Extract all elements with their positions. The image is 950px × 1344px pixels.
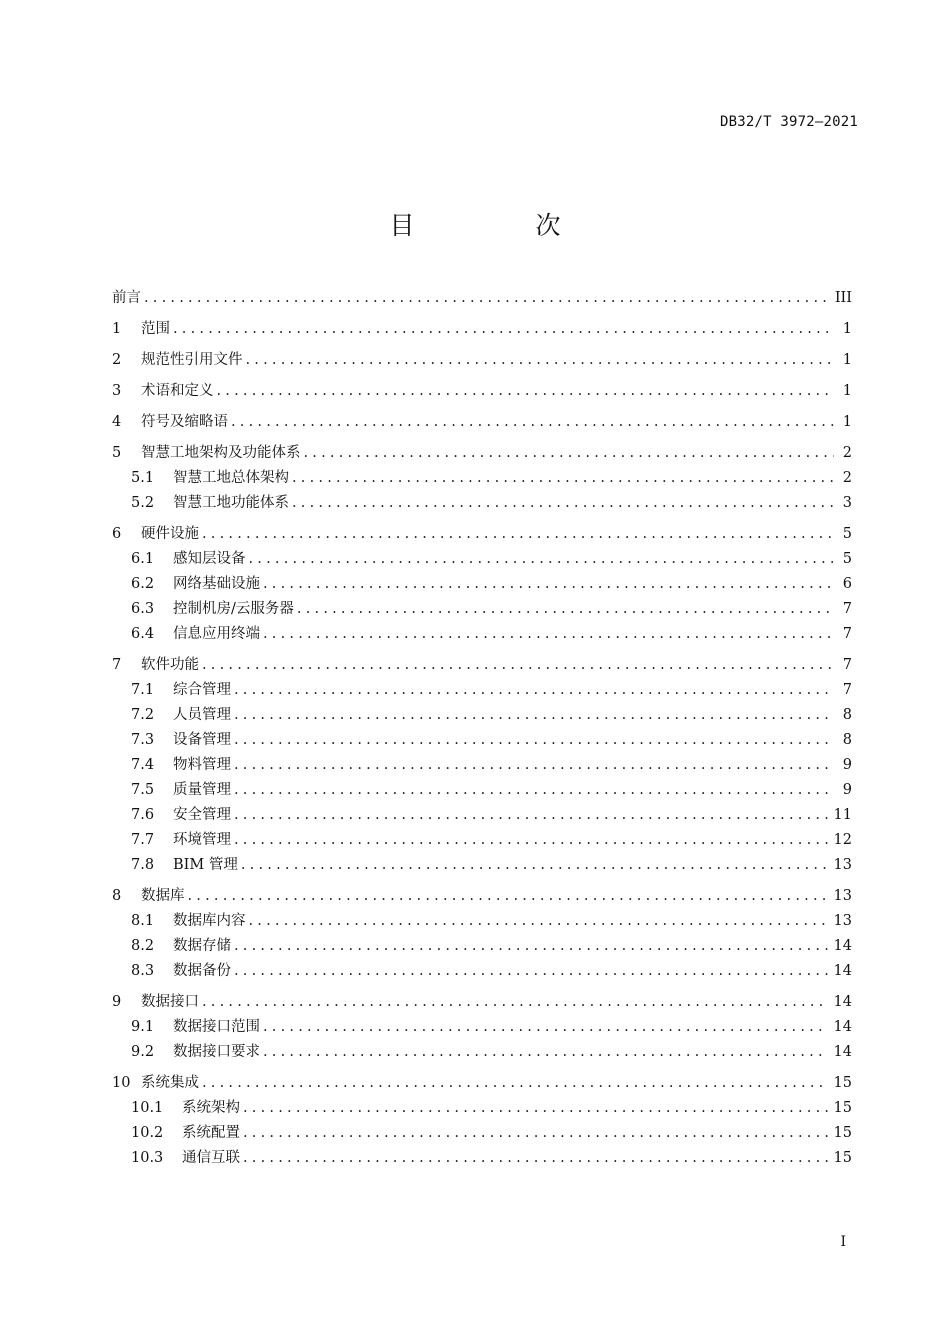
toc-entry-page: 1 bbox=[842, 414, 852, 430]
toc-entry-page: 7 bbox=[842, 601, 852, 617]
toc-entry-section[interactable] bbox=[112, 572, 852, 597]
toc-entry-page: 12 bbox=[833, 832, 852, 848]
toc-entry-label: 综合管理 bbox=[173, 682, 231, 698]
toc-entry-label: BIM 管理 bbox=[173, 857, 238, 873]
dot-leader bbox=[231, 410, 834, 435]
toc-entry-label: 数据库 bbox=[141, 888, 185, 904]
toc-entry-label: 感知层设备 bbox=[173, 551, 246, 567]
toc-entry-label: 通信互联 bbox=[182, 1150, 240, 1166]
toc-entry-page: 1 bbox=[842, 352, 852, 368]
dot-leader bbox=[234, 703, 834, 728]
toc-entry-page: 13 bbox=[833, 888, 852, 904]
toc-entry-section[interactable] bbox=[112, 678, 852, 703]
dot-leader bbox=[173, 317, 834, 342]
toc-entry-page: 15 bbox=[833, 1075, 852, 1091]
toc-entry-number: 10.3 bbox=[131, 1150, 164, 1166]
toc-entry-chapter[interactable] bbox=[112, 522, 852, 547]
dot-leader bbox=[202, 1071, 828, 1096]
toc-entry-chapter[interactable] bbox=[112, 1071, 852, 1096]
toc-entry-page: 5 bbox=[842, 526, 852, 542]
toc-entry-label: 设备管理 bbox=[173, 732, 231, 748]
toc-entry-page: 14 bbox=[833, 1019, 852, 1035]
toc-entry-section[interactable] bbox=[112, 778, 852, 803]
toc-entry-label: 数据存储 bbox=[173, 938, 231, 954]
toc-entry-label: 质量管理 bbox=[173, 782, 231, 798]
toc-entry-number: 10.1 bbox=[131, 1100, 164, 1116]
dot-leader bbox=[202, 653, 834, 678]
toc-entry-chapter[interactable] bbox=[112, 286, 852, 311]
dot-leader bbox=[234, 678, 834, 703]
toc-entry-section[interactable] bbox=[112, 466, 852, 491]
toc-entry-chapter[interactable] bbox=[112, 317, 852, 342]
toc-entry-page: 8 bbox=[842, 732, 852, 748]
dot-leader bbox=[297, 597, 834, 622]
toc-entry-page: 15 bbox=[833, 1100, 852, 1116]
dot-leader bbox=[263, 1015, 828, 1040]
toc-entry-page: 14 bbox=[833, 994, 852, 1010]
dot-leader bbox=[202, 990, 828, 1015]
dot-leader bbox=[249, 909, 828, 934]
toc-entry-section[interactable] bbox=[112, 934, 852, 959]
dot-leader bbox=[234, 959, 828, 984]
toc-entry-label: 智慧工地功能体系 bbox=[173, 495, 289, 511]
toc-entry-label: 人员管理 bbox=[173, 707, 231, 723]
toc-entry-number: 7.3 bbox=[131, 732, 155, 748]
toc-entry-section[interactable] bbox=[112, 959, 852, 984]
toc-entry-number: 6.4 bbox=[131, 626, 155, 642]
toc-entry-number: 5.1 bbox=[131, 470, 155, 486]
toc-entry-number: 7.8 bbox=[131, 857, 155, 873]
toc-entry-number: 4 bbox=[112, 414, 122, 430]
dot-leader bbox=[217, 379, 835, 404]
toc-entry-section[interactable] bbox=[112, 828, 852, 853]
dot-leader bbox=[292, 466, 834, 491]
toc-entry-number: 7.2 bbox=[131, 707, 155, 723]
toc-entry-page: 2 bbox=[842, 470, 852, 486]
dot-leader bbox=[249, 547, 835, 572]
toc-entry-page: 9 bbox=[842, 757, 852, 773]
toc-entry-section[interactable] bbox=[112, 1040, 852, 1065]
dot-leader bbox=[263, 572, 834, 597]
toc-entry-section[interactable] bbox=[112, 491, 852, 516]
toc-entry-number: 5 bbox=[112, 445, 122, 461]
toc-entry-section[interactable] bbox=[112, 703, 852, 728]
toc-entry-number: 7.4 bbox=[131, 757, 155, 773]
toc-entry-page: 5 bbox=[842, 551, 852, 567]
dot-leader bbox=[304, 441, 835, 466]
toc-entry-chapter[interactable] bbox=[112, 990, 852, 1015]
toc-entry-number: 2 bbox=[112, 352, 122, 368]
dot-leader bbox=[243, 1096, 828, 1121]
toc-entry-page: III bbox=[834, 290, 852, 306]
dot-leader bbox=[234, 753, 834, 778]
toc-entry-section[interactable] bbox=[112, 909, 852, 934]
toc-entry-section[interactable] bbox=[112, 1146, 852, 1171]
toc-entry-label: 安全管理 bbox=[173, 807, 231, 823]
toc-entry-label: 智慧工地架构及功能体系 bbox=[141, 445, 301, 461]
toc-entry-page: 11 bbox=[833, 807, 852, 823]
toc-entry-section[interactable] bbox=[112, 1096, 852, 1121]
toc-entry-section[interactable] bbox=[112, 1121, 852, 1146]
toc-entry-label: 软件功能 bbox=[141, 657, 199, 673]
toc-entry-section[interactable] bbox=[112, 753, 852, 778]
toc-entry-page: 2 bbox=[842, 445, 852, 461]
toc-entry-page: 7 bbox=[842, 657, 852, 673]
toc-entry-page: 15 bbox=[833, 1150, 852, 1166]
toc-entry-number: 8.2 bbox=[131, 938, 155, 954]
toc-entry-chapter[interactable] bbox=[112, 441, 852, 466]
toc-entry-label: 硬件设施 bbox=[141, 526, 199, 542]
toc-entry-number: 6.2 bbox=[131, 576, 155, 592]
toc-entry-label: 术语和定义 bbox=[141, 383, 214, 399]
toc-entry-page: 15 bbox=[833, 1125, 852, 1141]
dot-leader bbox=[292, 491, 834, 516]
toc-entry-label: 智慧工地总体架构 bbox=[173, 470, 289, 486]
dot-leader bbox=[263, 622, 834, 647]
dot-leader bbox=[234, 803, 828, 828]
toc-entry-page: 8 bbox=[842, 707, 852, 723]
dot-leader bbox=[202, 522, 834, 547]
toc-entry-page: 6 bbox=[842, 576, 852, 592]
toc-entry-label: 数据备份 bbox=[173, 963, 231, 979]
dot-leader bbox=[188, 884, 828, 909]
toc-entry-number: 10 bbox=[112, 1075, 131, 1091]
toc-entry-number: 7.6 bbox=[131, 807, 155, 823]
toc-entry-number: 6.3 bbox=[131, 601, 155, 617]
toc-entry-page: 14 bbox=[833, 938, 852, 954]
dot-leader bbox=[234, 934, 828, 959]
dot-leader bbox=[243, 1121, 828, 1146]
toc-entry-page: 1 bbox=[842, 321, 852, 337]
toc-entry-number: 7 bbox=[112, 657, 122, 673]
toc-entry-number: 7.1 bbox=[131, 682, 155, 698]
toc-entry-number: 9.1 bbox=[131, 1019, 155, 1035]
toc-entry-label: 信息应用终端 bbox=[173, 626, 260, 642]
toc-entry-chapter[interactable] bbox=[112, 379, 852, 404]
toc-entry-page: 7 bbox=[842, 626, 852, 642]
toc-entry-chapter[interactable] bbox=[112, 410, 852, 435]
toc-entry-label: 环境管理 bbox=[173, 832, 231, 848]
toc-entry-label: 规范性引用文件 bbox=[141, 352, 243, 368]
dot-leader bbox=[234, 778, 834, 803]
dot-leader bbox=[234, 728, 834, 753]
toc-entry-label: 符号及缩略语 bbox=[141, 414, 228, 430]
toc-entry-page: 13 bbox=[833, 857, 852, 873]
toc-entry-number: 9 bbox=[112, 994, 122, 1010]
toc-entry-label: 系统架构 bbox=[182, 1100, 240, 1116]
toc-entry-label: 范围 bbox=[141, 321, 170, 337]
toc-entry-number: 5.2 bbox=[131, 495, 155, 511]
toc-entry-section[interactable] bbox=[112, 803, 852, 828]
toc-entry-number: 8.3 bbox=[131, 963, 155, 979]
toc-entry-chapter[interactable] bbox=[112, 348, 852, 373]
toc-entry-label: 系统配置 bbox=[182, 1125, 240, 1141]
toc-entry-label: 控制机房/云服务器 bbox=[173, 601, 294, 617]
toc-entry-section[interactable] bbox=[112, 597, 852, 622]
dot-leader bbox=[144, 286, 829, 311]
page-title: 目 次 bbox=[389, 211, 609, 240]
dot-leader bbox=[241, 853, 828, 878]
toc-entry-page: 3 bbox=[842, 495, 852, 511]
toc-entry-section[interactable] bbox=[112, 547, 852, 572]
toc-entry-number: 9.2 bbox=[131, 1044, 155, 1060]
toc-entry-page: 13 bbox=[833, 913, 852, 929]
toc-entry-number: 3 bbox=[112, 383, 122, 399]
dot-leader bbox=[246, 348, 835, 373]
toc-entry-number: 8.1 bbox=[131, 913, 155, 929]
toc-entry-label: 前言 bbox=[112, 290, 141, 306]
toc-entry-page: 7 bbox=[842, 682, 852, 698]
table-of-contents bbox=[112, 286, 852, 1171]
dot-leader bbox=[263, 1040, 828, 1065]
toc-entry-section[interactable] bbox=[112, 853, 852, 878]
dot-leader bbox=[234, 828, 828, 853]
toc-entry-page: 1 bbox=[842, 383, 852, 399]
document-code: DB32/T 3972—2021 bbox=[719, 114, 858, 130]
toc-entry-number: 6 bbox=[112, 526, 122, 542]
page-number: I bbox=[840, 1234, 846, 1250]
toc-entry-label: 数据库内容 bbox=[173, 913, 246, 929]
toc-entry-page: 14 bbox=[833, 963, 852, 979]
toc-entry-chapter[interactable] bbox=[112, 884, 852, 909]
toc-entry-page: 14 bbox=[833, 1044, 852, 1060]
toc-entry-number: 1 bbox=[112, 321, 122, 337]
toc-entry-number: 7.7 bbox=[131, 832, 155, 848]
toc-entry-number: 7.5 bbox=[131, 782, 155, 798]
toc-entry-label: 系统集成 bbox=[141, 1075, 199, 1091]
toc-entry-chapter[interactable] bbox=[112, 653, 852, 678]
toc-entry-label: 数据接口要求 bbox=[173, 1044, 260, 1060]
toc-entry-number: 6.1 bbox=[131, 551, 155, 567]
toc-entry-section[interactable] bbox=[112, 622, 852, 647]
toc-entry-section[interactable] bbox=[112, 728, 852, 753]
toc-entry-label: 网络基础设施 bbox=[173, 576, 260, 592]
toc-entry-section[interactable] bbox=[112, 1015, 852, 1040]
toc-entry-label: 数据接口 bbox=[141, 994, 199, 1010]
toc-entry-label: 数据接口范围 bbox=[173, 1019, 260, 1035]
toc-entry-label: 物料管理 bbox=[173, 757, 231, 773]
toc-entry-number: 8 bbox=[112, 888, 122, 904]
toc-entry-number: 10.2 bbox=[131, 1125, 164, 1141]
toc-entry-page: 9 bbox=[842, 782, 852, 798]
dot-leader bbox=[243, 1146, 828, 1171]
